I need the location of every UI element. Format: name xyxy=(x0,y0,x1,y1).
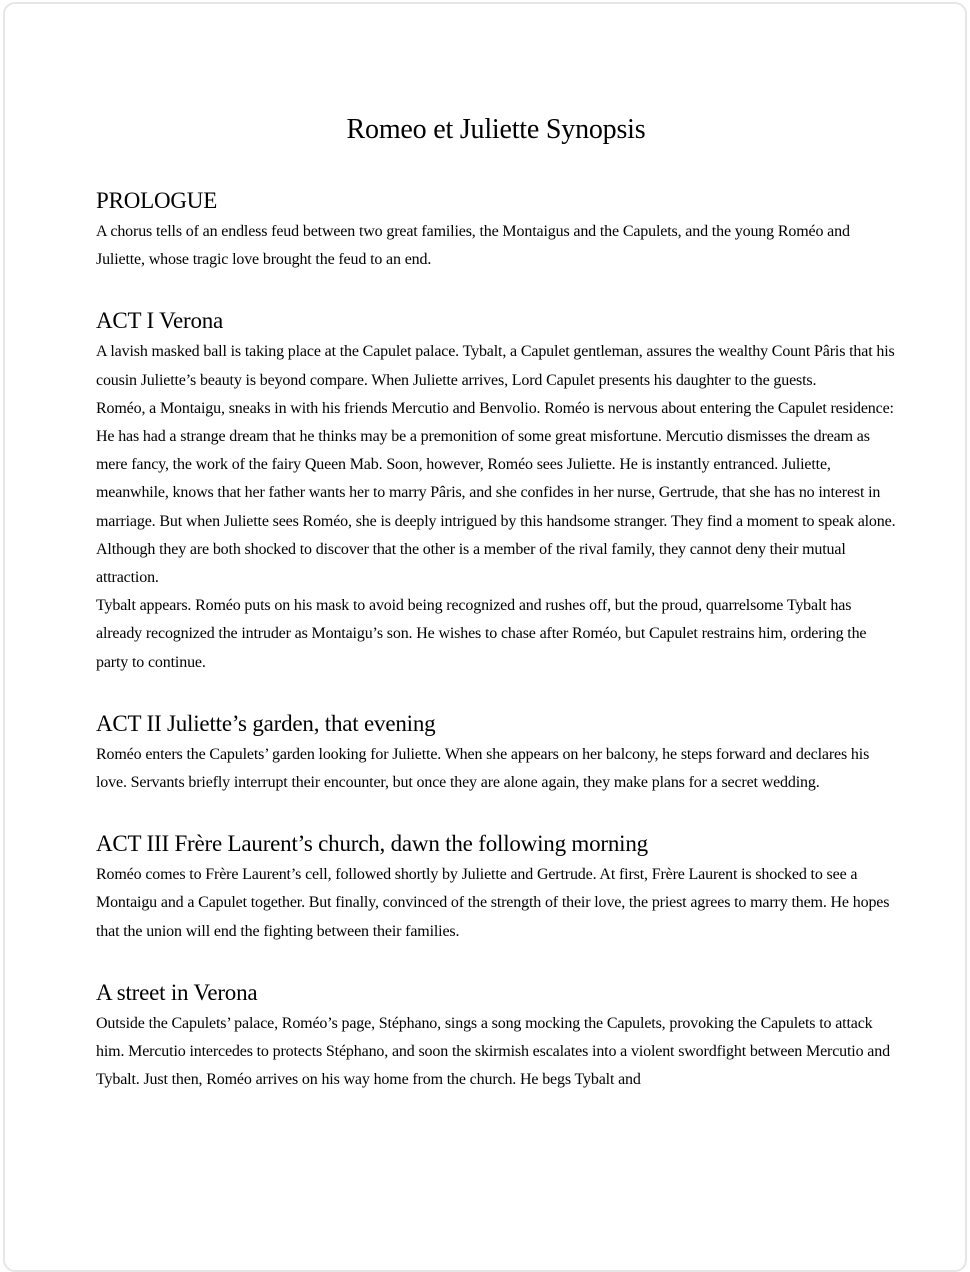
section-act-1 xyxy=(96,306,896,676)
section-heading: ACT I Verona xyxy=(96,308,224,334)
section-heading: A street in Verona xyxy=(96,979,258,1005)
section-heading: ACT II Juliette’s garden, that evening xyxy=(96,710,436,736)
document-page xyxy=(3,2,967,1272)
paragraph: Tybalt appears. Roméo puts on his mask to avoid being recognized and rushes off, but the proud, quarrelsome Tybalt has already recognized the intruder as Montaigu’s son. He wishes to chase after Roméo, but Capulet restrains him, ordering the party to continue. xyxy=(96,597,867,671)
document-title: Romeo et Juliette Synopsis xyxy=(346,114,646,145)
section-prologue xyxy=(96,186,896,274)
paragraph: Roméo comes to Frère Laurent’s cell, followed shortly by Juliette and Gertrude. At first, Frère Laurent is shocked to see a Montaigu and a Capulet together. But finally, convinced of the strength of their love, the priest agrees to marry them. He hopes that the union will end the fighting between their families. xyxy=(96,866,890,940)
paragraph: Roméo, a Montaigu, sneaks in with his friends Mercutio and Benvolio. Roméo is nervous about entering the Capulet residence: He has had a strange dream that he thinks may be a premonition of some great misfortune. Mercutio dismisses the dream as mere fancy, the work of the fairy Queen Mab. Soon, however, Roméo sees Juliette. He is instantly entranced. Juliette, meanwhile, knows that her father wants her to marry Pâris, and she confides in her nurse, Gertrude, that she has no interest in marriage. But when Juliette sees Roméo, she is deeply intrigued by this handsome stranger. They find a moment to speak alone. Although they are both shocked to discover that the other is a member of the rival family, they cannot deny their mutual attraction. xyxy=(96,399,896,587)
paragraph: Roméo enters the Capulets’ garden looking for Juliette. When she appears on her balcony, he steps forward and declares his love. Servants briefly interrupt their encounter, but once they are alone again, they make plans for a secret wedding. xyxy=(96,745,870,792)
section-act-3 xyxy=(96,829,896,946)
section-act-2 xyxy=(96,709,896,797)
paragraph: A chorus tells of an endless feud between two great families, the Montaigus and the Capulets, and the young Roméo and Juliette, whose tragic love brought the feud to an end. xyxy=(96,223,850,269)
section-street-in-verona xyxy=(96,978,896,1095)
paragraph: A lavish masked ball is taking place at the Capulet palace. Tybalt, a Capulet gentleman, assures the wealthy Count Pâris that his cousin Juliette’s beauty is beyond compare. When Juliette arrives, Lord Capulet presents his daughter to the guests. xyxy=(96,343,895,389)
paragraph: Outside the Capulets’ palace, Roméo’s page, Stéphano, sings a song mocking the Capulets, provoking the Capulets to attack him. Mercutio intercedes to protects Stéphano, and soon the skirmish escalates into a violent swordfight between Mercutio and Tybalt. Just then, Roméo arrives on his way home from the church. He begs Tybalt and xyxy=(96,1014,890,1089)
section-heading: ACT III Frère Laurent’s church, dawn the following morning xyxy=(96,831,648,857)
document-content xyxy=(96,110,896,1094)
section-heading: PROLOGUE xyxy=(96,188,218,213)
